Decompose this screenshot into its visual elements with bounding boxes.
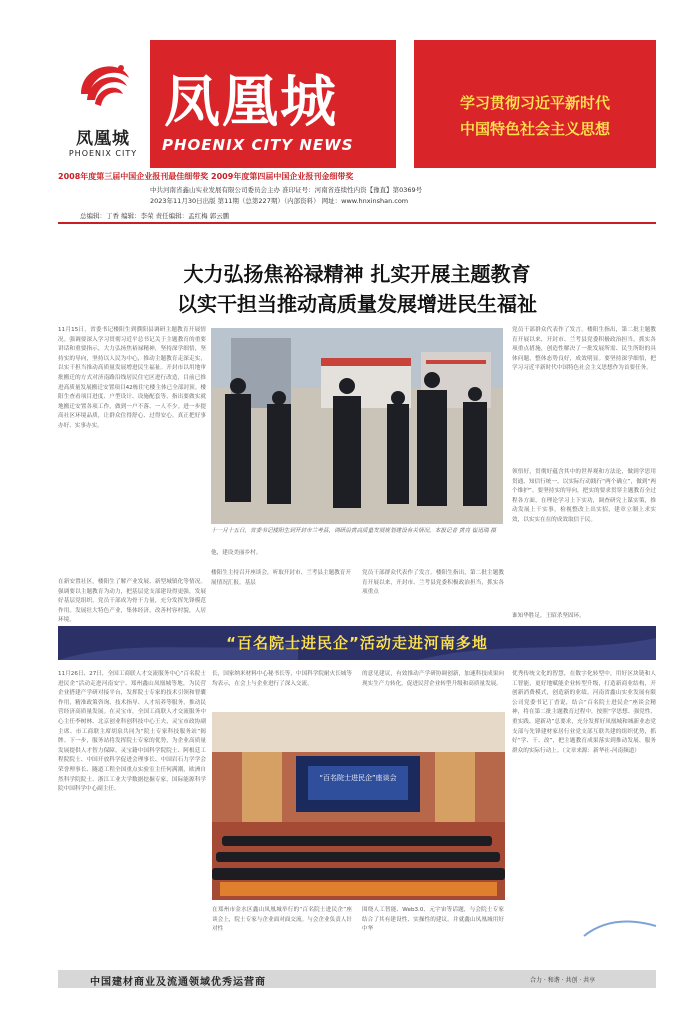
editor-info: 总编辑：丁香 编辑：李荣 责任编辑：孟红梅 郭云鹏: [80, 212, 230, 220]
article1-photo: [211, 328, 503, 524]
article1-column-3: 他，建设美丽乡村。: [211, 550, 262, 556]
footer-motto: 合力 · 和谐 · 共创 · 共享: [530, 977, 596, 984]
article1-column-7: 领悟好，贯彻好蕴含其中的世界观和方法论，做到学思用贯通、知信行统一，以实际行动践行“两个确立”，做到“两个维护”。要坚持实的导向，把实的要求贯穿主题教育全过程各方面，在理论学习上下实功，调查研究上谋实策，推动发展上干实事，检视整改上出实招，建章立制上求实效，以实实在在的成效取信于民。: [512, 469, 656, 523]
footer-tagline: 中国建材商业及流通领域优秀运营商: [90, 977, 266, 988]
slogan-line-1: 学习贯彻习近平新时代: [459, 94, 610, 112]
article2-column-5: 围绕人工智能、Web3.0、元宇宙等话题，与会院士专家结合了其有建设性、实操性的建议。并就鑫山凤凰城用好中华: [362, 907, 504, 933]
article1-column-2: 在新安置社区，楼阳生了解产业发展、新型城镇化等情况。强调要以主题教育为动力，把基层党支部建设得更强，发展好基层党组织，党员干部成为骨干力量，充分发挥先锋模范作用。发展壮大特色产业，集体经济，改善村容村貌，人居环境。: [58, 579, 206, 624]
officials-visit-photo: [211, 328, 503, 524]
article2-column-2: 长，国家纳米材料中心秘书长等，中国科学院耐火长城等均表示，在会上与企业进行了深入交流。: [212, 671, 352, 687]
newspaper-title-english: PHOENIX CITY NEWS: [162, 136, 354, 154]
newspaper-title: 凤凰城: [164, 70, 338, 135]
article1-photo-caption: 十一月十五日，省委书记楼阳生到开封市兰考县，调研沿黄高质量发展规划建设有关情况。本报记者 黄亮 崔迅瑞 摄: [211, 528, 497, 534]
article2-headline: “百名院士进民企”活动走进河南多地: [226, 634, 488, 652]
article2-column-4: 在郑州市金水区鑫山凤凰城举行的“百名院士进民企”座谈会上，院士专家与企业面对面交流。与会企业负责人针对性: [212, 907, 352, 933]
article2-photo: [212, 712, 505, 900]
award-line: 2008年度第三届中国企业报刊最佳细带奖 2009年度第四届中国企业报刊金细带奖: [58, 172, 354, 181]
article2-banner: [58, 626, 656, 660]
article2-column-1: 11月26日、27日，全国工商联人才交流服务中心“百名院士进民企”活动走进河南安宁、郑州鑫山凤凰城等地，为民营企业搭建产学研对接平台，发挥院士专家的技术引领和智囊作用，精准政策咨询、技术指导、人才培养等服务，推动民营经济高质量发展。在灵宝市，全国工商联人才交流服务中心主任李树林、北京创业科创科技中心王夫，灵宝市政协副主席、市工商联主席胡泉共同为“院士专家科技服务站”揭牌。下一步，服务站将发挥院士专家的优势，为企业高质量发展提供人才智力保障。灵宝籍中国科学院院士、阿根廷工程院院士、中国开放科学促进会理事长、中国岩石力学学会荣誉理事长、隧道工程全国重点实验室主任何满潮，欧洲自然科学院院士、浙江工业大学数据挖掘专家，国际能源科学院中国科学中心副主任、: [58, 671, 206, 793]
screen-title: “百名院士进民企”座谈会: [319, 774, 397, 782]
article1-column-5: 党员干部群众代表作了发言。楼阳生指出，第二批主题教育开展以来，开封市、兰考县党委积极政治担当，抓实各项重点: [362, 570, 504, 596]
article1-column-1: 11月15日，省委书记楼阳生到濮阳县调研主题教育开展情况。强调要深入学习贯彻习近平总书记关于主题教育的重要讲话和重要指示，大力弘扬焦裕禄精神，坚持深学细悟，坚持实的导向，坚持以人民为中心，推动主题教育走深走实，以实干担当推动高质量发展增进民生福祉。开封市以用地审批搬迁的方式对济南路沿线居民住宅区进行改造，目前已推进高质量发展搬迁安置项目42栋住宅楼主体已全部封顶。楼阳生查看项目进度、户型设计、设施配套等，指出要做实就地搬迁安置各项工作，做到一户不落、一人不少。进一步提高社区环境品质，让群众住得舒心、过得安心。真正把好事办好、实事办实。: [58, 327, 206, 429]
article1-column-6: 党员干部群众代表作了发言。楼阳生指出，第二批主题教育开展以来，开封市、兰考县党委积极政治担当，抓实各项重点措施，创造性解决了一批发展所需、民生所盼的具体问题，整体态势良好，成效明显。要坚持深学细悟，把学习习近平新时代中国特色社会主义思想作为首要任务。: [512, 327, 656, 372]
article2-column-6: 优秀传统文化的智慧，在数字化转型中，用好区块链和人工智能，更好地赋能企业转型升级，打造新商业结构，开创新消费模式，创造新的业绩。河南省鑫山实业发展有限公司党委书记丁香说，结合“百名院士进民企”座谈会精神，将在第二批主题教育过程中，按照“学思想、强党性、重实践、建新功”总要求，充分发挥好凤凰城和城新业态党支部与先锋建材家居行业党支部互联共建的组织优势，抓好“学、干、改”，把主题教育成果落实到推动发展、服务群众的实际行动上。（文章来源：新华社-河南频道）: [512, 671, 656, 754]
headline-line-2: 以实干担当推动高质量发展增进民生福祉: [177, 292, 537, 316]
phoenix-logo: [58, 48, 148, 168]
decorative-arc: [580, 900, 660, 940]
slogan-block: [414, 40, 656, 168]
masthead-divider: [58, 222, 656, 224]
logo-english-name: PHOENIX CITY: [68, 149, 138, 158]
publisher-info: 中共河南省鑫山实业发展有限公司委员会主办 准印证号：河南省连续性内资【豫直】第0369号: [150, 186, 423, 194]
slogan-line-2: 中国特色社会主义思想: [459, 120, 610, 138]
phoenix-swirl-icon: [71, 54, 135, 118]
logo-chinese-name: 凤凰城: [76, 129, 130, 149]
article2-column-3: 的意见建议，有效推动产学研协调创新，加速科技成果向现实生产力转化，促进民营企业转型升级和高质量发展。: [362, 671, 504, 687]
article1-column-tail: 谁知华胜足，王昭杀坚固环。: [512, 613, 585, 619]
headline-line-1: 大力弘扬焦裕禄精神 扎实开展主题教育: [183, 262, 531, 286]
meeting-hall-photo: [212, 712, 505, 900]
issue-info: 2023年11月30日出版 第11期（总第227期）（内部资料） 网址：www.hnxinshan.com: [150, 197, 409, 205]
article1-column-4: 楼阳生主持召开座谈会，听取开封市、兰考县主题教育开展情况汇报。基层: [211, 570, 351, 586]
masthead-title-block: [150, 40, 396, 168]
